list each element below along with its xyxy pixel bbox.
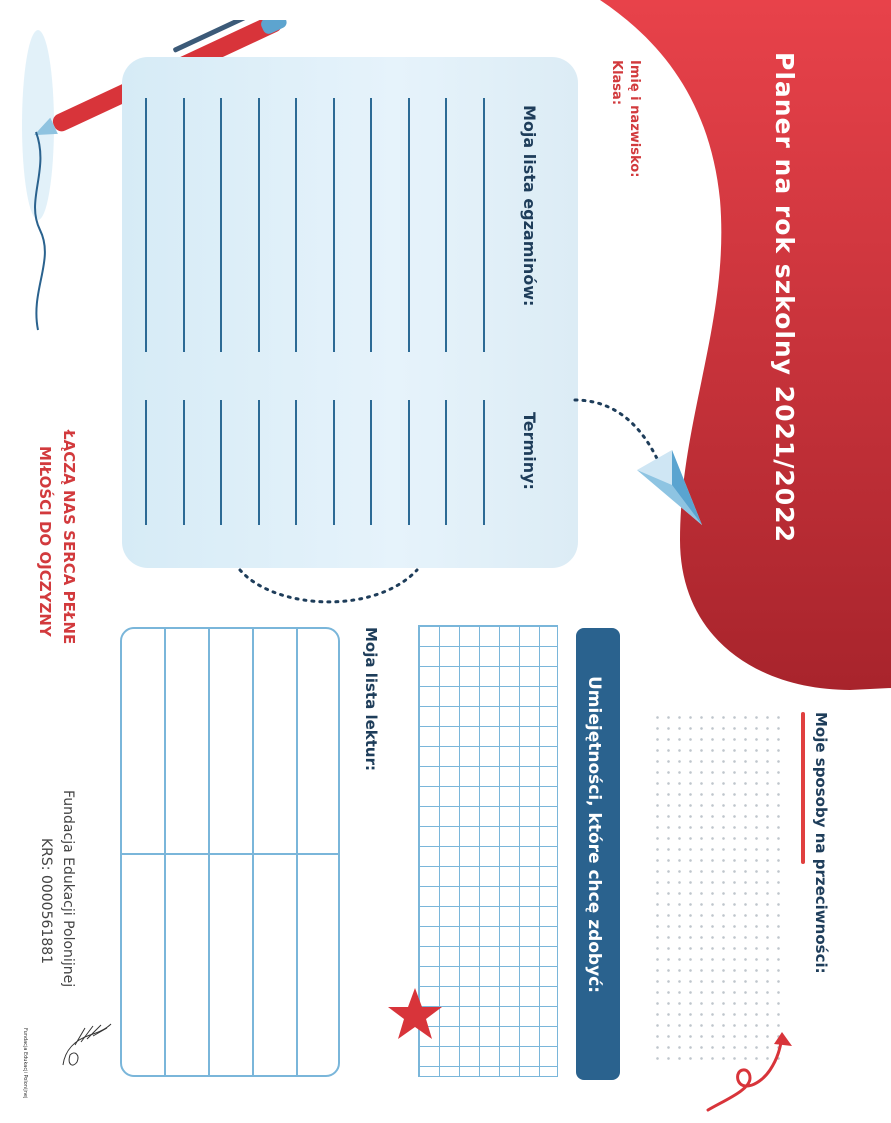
exam-date-line[interactable] — [295, 400, 297, 525]
exam-date-line[interactable] — [183, 400, 185, 525]
coping-dot-area[interactable] — [652, 712, 787, 1064]
exam-list-panel — [122, 57, 578, 568]
exam-date-line[interactable] — [258, 400, 260, 525]
exam-line[interactable] — [370, 98, 372, 352]
exam-date-line[interactable] — [220, 400, 222, 525]
exam-line[interactable] — [145, 98, 147, 352]
name-field-label: Imię i nazwisko: — [627, 60, 642, 178]
skills-title: Umiejętności, które chcę zdobyć: — [584, 676, 604, 994]
star-icon — [385, 985, 445, 1045]
paper-plane-icon — [632, 440, 712, 530]
exam-line[interactable] — [333, 98, 335, 352]
foundation-name: Fundacja Edukacji Polonijnej — [60, 790, 76, 988]
exam-line[interactable] — [445, 98, 447, 352]
exam-line[interactable] — [220, 98, 222, 352]
exam-line[interactable] — [295, 98, 297, 352]
exam-date-line[interactable] — [483, 400, 485, 525]
coping-title: Moje sposoby na przeciwności: — [812, 712, 830, 974]
readings-table[interactable] — [120, 627, 340, 1077]
exam-date-line[interactable] — [333, 400, 335, 525]
exam-line[interactable] — [258, 98, 260, 352]
exam-list-title: Moja lista egzaminów: — [520, 105, 539, 307]
exam-line[interactable] — [183, 98, 185, 352]
exam-line[interactable] — [408, 98, 410, 352]
class-field-label: Klasa: — [609, 60, 624, 106]
slogan-line1: ŁĄCZĄ NAS SERCA PEŁNE — [60, 430, 78, 645]
dotted-path-bottom — [235, 560, 425, 620]
logo-caption: Fundacja Edukacji Polonijnej — [22, 1028, 28, 1099]
foundation-krs: KRS: 0000561881 — [38, 838, 54, 965]
exam-date-line[interactable] — [370, 400, 372, 525]
exam-date-line[interactable] — [445, 400, 447, 525]
slogan-line2: MIŁOŚCI DO OJCZYZNY — [36, 446, 54, 637]
coping-underline — [801, 712, 805, 864]
exam-date-line[interactable] — [145, 400, 147, 525]
foundation-logo-icon — [55, 1020, 115, 1075]
exam-dates-title: Terminy: — [520, 412, 539, 490]
readings-title: Moja lista lektur: — [362, 627, 380, 771]
arrow-swirl-icon — [700, 1030, 800, 1115]
page-title: Planer na rok szkolny 2021/2022 — [770, 52, 799, 543]
exam-date-line[interactable] — [408, 400, 410, 525]
exam-line[interactable] — [483, 98, 485, 352]
